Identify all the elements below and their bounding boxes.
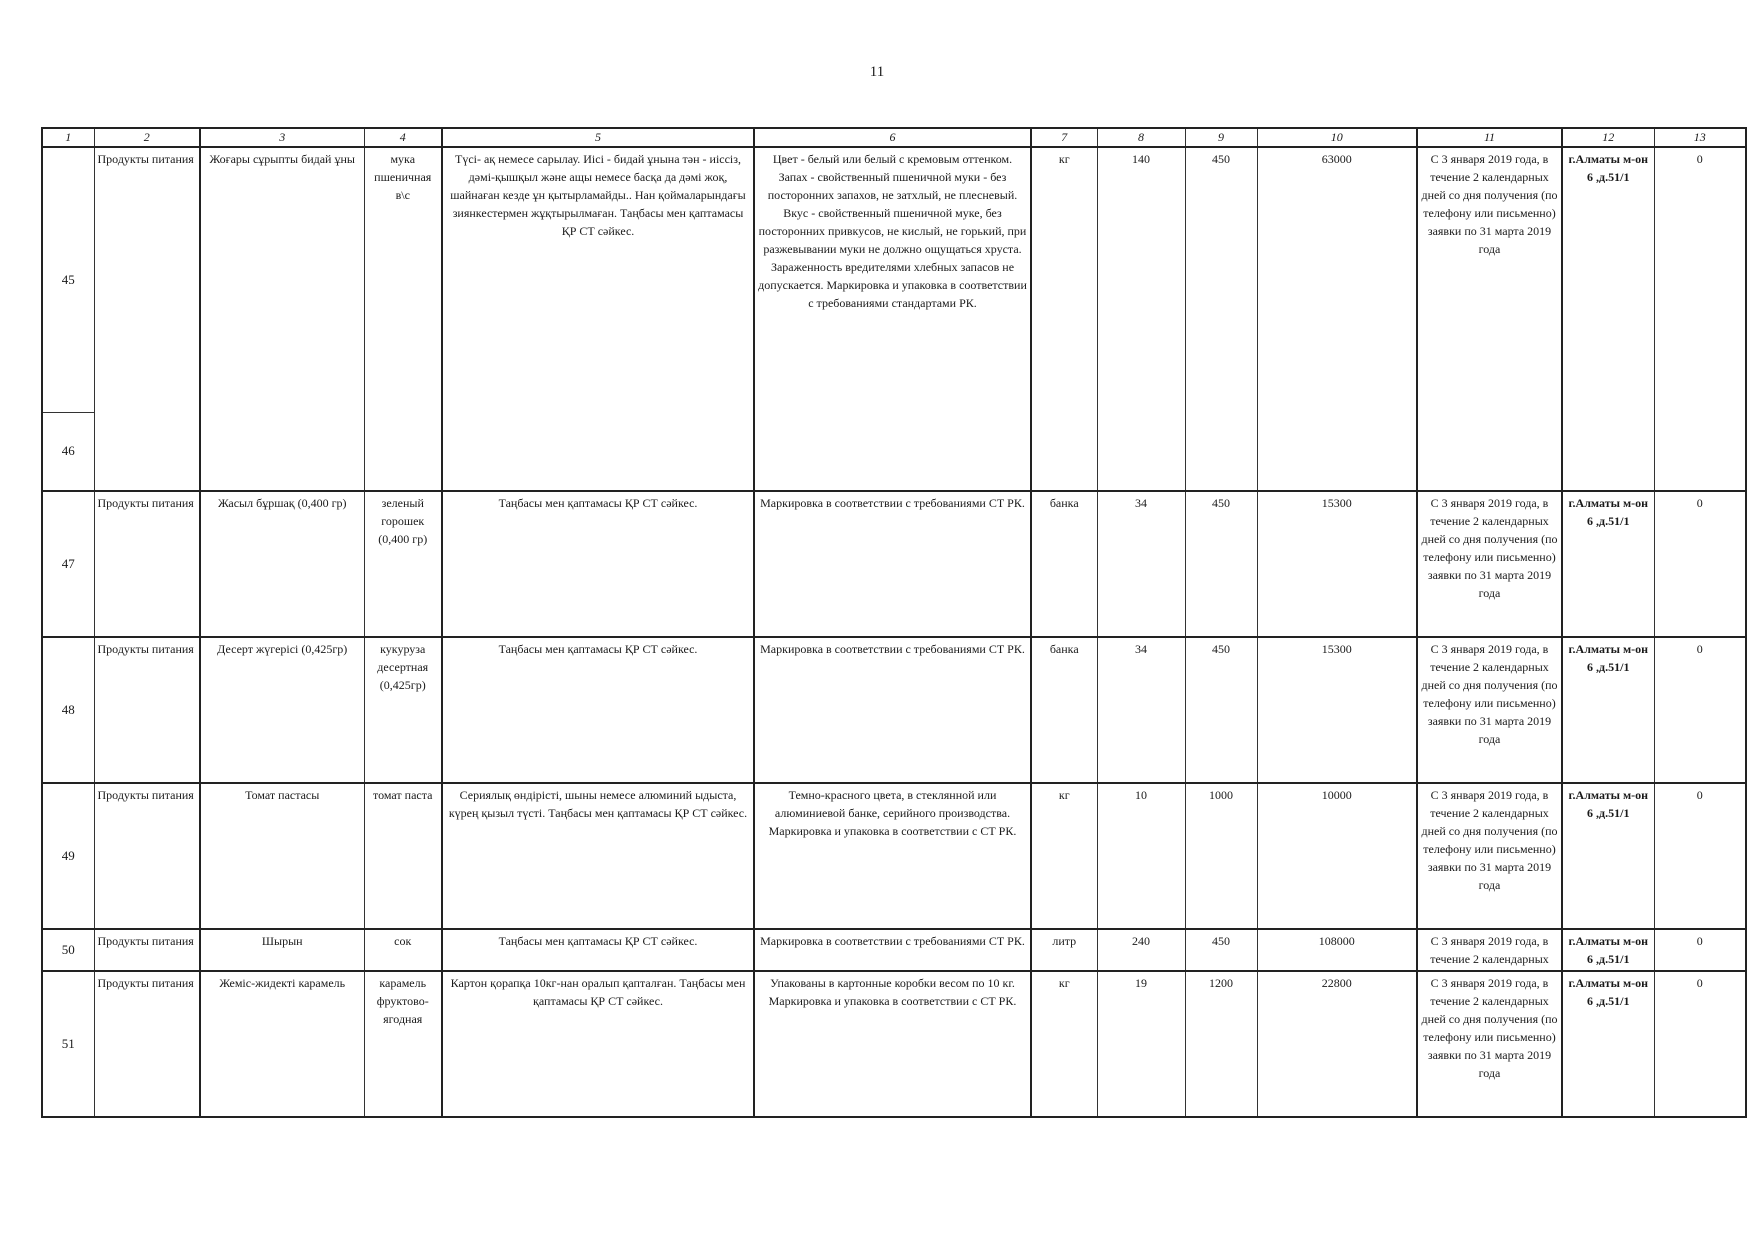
delivery-term-cell: С 3 января 2019 года, в течение 2 календарных дней со дня получения (по телефону или письменно) заявки по 31 марта 2019 года	[1417, 491, 1562, 637]
col-header-6: 6	[754, 128, 1031, 147]
name-kz-cell: Жеміс-жидекті карамель	[200, 971, 364, 1117]
name-ru-cell: кукуруза десертная (0,425гр)	[364, 637, 442, 783]
row-number: 49	[42, 783, 94, 929]
header-row	[42, 128, 1746, 147]
description-kz-cell: Таңбасы мен қаптамасы ҚР СТ сәйкес.	[442, 637, 754, 783]
description-kz-cell: Түсі- ақ немесе сарылау. Иісі - бидай ұнына тән - иіссіз, дәмі-қышқыл және ащы немесе басқа да дәмі жоқ, шайнаған кезде ұн қытырламайды.. Нан қоймаларындағы зиянкестермен жұқтырылмаған. Таңбасы мен қаптамасы ҚР СТ сәйкес.	[442, 147, 754, 491]
row-number: 48	[42, 637, 94, 783]
unit-cell: банка	[1031, 491, 1097, 637]
delivery-term-cell: С 3 января 2019 года, в течение 2 календарных	[1417, 929, 1562, 971]
description-ru-cell: Маркировка в соответствии с требованиями СТ РК.	[754, 637, 1031, 783]
col-header-7: 7	[1031, 128, 1097, 147]
name-ru-cell: сок	[364, 929, 442, 971]
row-number: 46	[42, 412, 94, 491]
col-header-2: 2	[94, 128, 200, 147]
sum-cell: 63000	[1257, 147, 1417, 491]
table-header	[42, 128, 1746, 147]
table-row	[42, 147, 1746, 412]
name-kz-cell: Жоғары сұрыпты бидай ұны	[200, 147, 364, 491]
sum-cell: 15300	[1257, 637, 1417, 783]
row-number: 47	[42, 491, 94, 637]
unit-cell: кг	[1031, 147, 1097, 491]
table-row	[42, 783, 1746, 929]
unit-cell: кг	[1031, 971, 1097, 1117]
delivery-place-cell: г.Алматы м-он 6 ,д.51/1	[1562, 637, 1654, 783]
category-cell: Продукты питания	[94, 929, 200, 971]
sum-cell: 15300	[1257, 491, 1417, 637]
advance-cell: 0	[1654, 491, 1746, 637]
description-kz-cell: Таңбасы мен қаптамасы ҚР СТ сәйкес.	[442, 491, 754, 637]
price-cell: 450	[1185, 147, 1257, 491]
table-row	[42, 929, 1746, 971]
description-ru-cell: Цвет - белый или белый с кремовым оттенком. Запах - свойственный пшеничной муки - без посторонних запахов, не затхлый, не плесневый. Вкус - свойственный пшеничной муке, без посторонних привкусов, не кислый, не горький, при разжевывании муки не должно ощущаться хруста. Зараженность вредителями хлебных запасов не допускается. Маркировка и упаковка в соответствии с требованиями стандартами РК.	[754, 147, 1031, 491]
price-cell: 450	[1185, 491, 1257, 637]
advance-cell: 0	[1654, 637, 1746, 783]
delivery-place-cell: г.Алматы м-он 6 ,д.51/1	[1562, 491, 1654, 637]
quantity-cell: 19	[1097, 971, 1185, 1117]
quantity-cell: 240	[1097, 929, 1185, 971]
delivery-place-cell: г.Алматы м-он 6 ,д.51/1	[1562, 929, 1654, 971]
page-number: 11	[869, 64, 885, 80]
delivery-term-cell: С 3 января 2019 года, в течение 2 календарных дней со дня получения (по телефону или письменно) заявки по 31 марта 2019 года	[1417, 783, 1562, 929]
description-kz-cell: Картон қорапқа 10кг-нан оралып қапталған. Таңбасы мен қаптамасы ҚР СТ сәйкес.	[442, 971, 754, 1117]
sum-cell: 22800	[1257, 971, 1417, 1117]
category-cell: Продукты питания	[94, 783, 200, 929]
col-header-3: 3	[200, 128, 364, 147]
delivery-place-cell: г.Алматы м-он 6 ,д.51/1	[1562, 971, 1654, 1117]
name-ru-cell: мука пшеничная в\с	[364, 147, 442, 491]
name-ru-cell: томат паста	[364, 783, 442, 929]
col-header-9: 9	[1185, 128, 1257, 147]
quantity-cell: 34	[1097, 491, 1185, 637]
delivery-term-cell: С 3 января 2019 года, в течение 2 календарных дней со дня получения (по телефону или письменно) заявки по 31 марта 2019 года	[1417, 637, 1562, 783]
unit-cell: банка	[1031, 637, 1097, 783]
row-number: 50	[42, 929, 94, 971]
category-cell: Продукты питания	[94, 971, 200, 1117]
delivery-term-cell: С 3 января 2019 года, в течение 2 календарных дней со дня получения (по телефону или письменно) заявки по 31 марта 2019 года	[1417, 147, 1562, 491]
description-ru-cell: Упакованы в картонные коробки весом по 10 кг. Маркировка и упаковка в соответствии с СТ РК.	[754, 971, 1031, 1117]
col-header-8: 8	[1097, 128, 1185, 147]
unit-cell: кг	[1031, 783, 1097, 929]
delivery-term-cell: С 3 января 2019 года, в течение 2 календарных дней со дня получения (по телефону или письменно) заявки по 31 марта 2019 года	[1417, 971, 1562, 1117]
category-cell: Продукты питания	[94, 637, 200, 783]
col-header-10: 10	[1257, 128, 1417, 147]
description-kz-cell: Таңбасы мен қаптамасы ҚР СТ сәйкес.	[442, 929, 754, 971]
procurement-table	[41, 127, 1747, 1118]
row-number: 51	[42, 971, 94, 1117]
delivery-place-cell: г.Алматы м-он 6 ,д.51/1	[1562, 783, 1654, 929]
advance-cell: 0	[1654, 783, 1746, 929]
name-kz-cell: Томат пастасы	[200, 783, 364, 929]
name-kz-cell: Шырын	[200, 929, 364, 971]
row-number: 45	[42, 147, 94, 412]
price-cell: 450	[1185, 929, 1257, 971]
name-kz-cell: Жасыл бұршақ (0,400 гр)	[200, 491, 364, 637]
description-ru-cell: Маркировка в соответствии с требованиями СТ РК.	[754, 929, 1031, 971]
quantity-cell: 10	[1097, 783, 1185, 929]
unit-cell: литр	[1031, 929, 1097, 971]
category-cell: Продукты питания	[94, 147, 200, 491]
name-kz-cell: Десерт жүгерісі (0,425гр)	[200, 637, 364, 783]
table-row	[42, 971, 1746, 1117]
delivery-place-cell: г.Алматы м-он 6 ,д.51/1	[1562, 147, 1654, 491]
advance-cell: 0	[1654, 971, 1746, 1117]
col-header-11: 11	[1417, 128, 1562, 147]
name-ru-cell: карамель фруктово-ягодная	[364, 971, 442, 1117]
description-ru-cell: Темно-красного цвета, в стеклянной или алюминиевой банке, серийного производства. Маркировка и упаковка в соответствии с СТ РК.	[754, 783, 1031, 929]
description-kz-cell: Сериялық өндірісті, шыны немесе алюминий ыдыста, күрең қызыл түсті. Таңбасы мен қаптамасы ҚР СТ сәйкес.	[442, 783, 754, 929]
advance-cell: 0	[1654, 929, 1746, 971]
quantity-cell: 140	[1097, 147, 1185, 491]
category-cell: Продукты питания	[94, 491, 200, 637]
table-row	[42, 637, 1746, 783]
description-ru-cell: Маркировка в соответствии с требованиями СТ РК.	[754, 491, 1031, 637]
col-header-1: 1	[42, 128, 94, 147]
col-header-5: 5	[442, 128, 754, 147]
col-header-12: 12	[1562, 128, 1654, 147]
quantity-cell: 34	[1097, 637, 1185, 783]
sum-cell: 10000	[1257, 783, 1417, 929]
col-header-4: 4	[364, 128, 442, 147]
table-row	[42, 491, 1746, 637]
price-cell: 1000	[1185, 783, 1257, 929]
advance-cell: 0	[1654, 147, 1746, 491]
sum-cell: 108000	[1257, 929, 1417, 971]
price-cell: 450	[1185, 637, 1257, 783]
table-body	[42, 147, 1746, 1117]
col-header-13: 13	[1654, 128, 1746, 147]
name-ru-cell: зеленый горошек (0,400 гр)	[364, 491, 442, 637]
price-cell: 1200	[1185, 971, 1257, 1117]
